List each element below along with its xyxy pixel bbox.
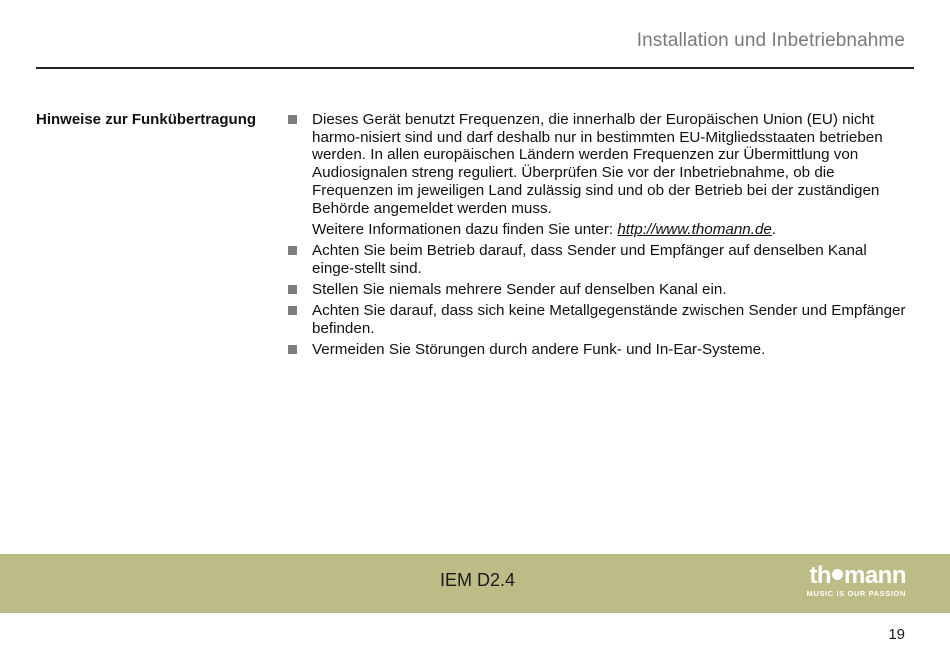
info-note — [312, 221, 911, 239]
logo-dot-icon — [832, 569, 843, 580]
header-title: Installation und Inbetriebnahme — [636, 30, 905, 51]
list-item-text: Achten Sie darauf, dass sich keine Metallgegenstände zwischen Sender und Empfänger befinden. — [312, 302, 906, 338]
square-bullet-icon — [288, 345, 297, 354]
thomann-logo — [786, 563, 906, 598]
list-item-text: Vermeiden Sie Störungen durch andere Funk- und In-Ear-Systeme. — [312, 341, 766, 359]
logo-tagline: MUSIC IS OUR PASSION — [806, 589, 906, 598]
list-item-text: Stellen Sie niemals mehrere Sender auf denselben Kanal ein. — [312, 281, 727, 299]
square-bullet-icon — [288, 246, 297, 255]
list-item-text: Achten Sie beim Betrieb darauf, dass Sender und Empfänger auf denselben Kanal einge-stellt sind. — [312, 242, 867, 277]
square-bullet-icon — [288, 306, 297, 315]
footer-band — [0, 554, 950, 613]
info-note-suffix: . — [771, 220, 777, 238]
square-bullet-icon — [288, 285, 297, 294]
list-item — [286, 242, 911, 277]
list-item — [286, 302, 911, 337]
section-heading: Hinweise zur Funkübertragung — [36, 111, 257, 128]
bullet-list — [286, 111, 911, 363]
product-name: IEM D2.4 — [440, 570, 516, 590]
info-note-prefix: Weitere Informationen dazu finden Sie unter: — [312, 220, 618, 238]
list-item — [286, 111, 911, 239]
list-item-text: Dieses Gerät benutzt Frequenzen, die innerhalb der Europäischen Union (EU) nicht harmo-nisiert sind und darf deshalb nur in bestimmten EU-Mitgliedsstaaten betrieben werden. In allen europäischen Ländern werden Frequenzen zur Übermittlung von Audiosignalen streng reguliert. Überprüfen Sie vor der Inbetriebnahme, ob die Frequenzen im jeweiligen Land zulässig sind und ob der Betrieb bei der zuständigen Behörde angemeldet werden muss. — [312, 111, 883, 217]
list-item — [286, 341, 911, 359]
list-item — [286, 281, 911, 299]
header-divider — [36, 67, 914, 69]
square-bullet-icon — [288, 115, 297, 124]
logo-wordmark: th mann — [809, 562, 906, 589]
page-number: 19 — [888, 626, 905, 643]
thomann-link[interactable]: http://www.thomann.de — [617, 220, 772, 238]
